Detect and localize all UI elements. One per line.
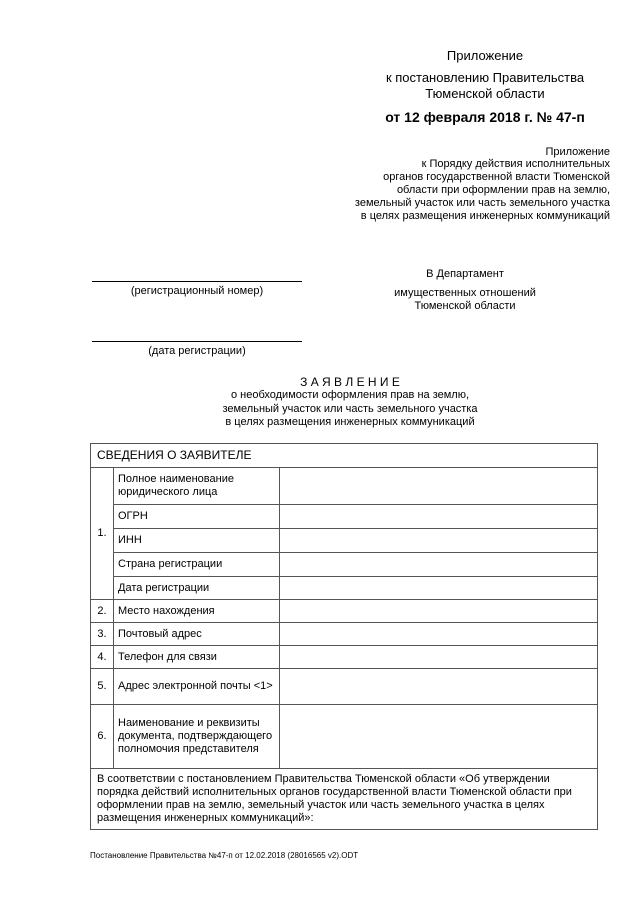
title-line-1: о необходимости оформления прав на землю, (230, 389, 470, 401)
registration-date-caption: (дата регистрации) (148, 345, 246, 357)
sub-appendix-line: области при оформлении прав на землю, (396, 184, 610, 196)
field-label-postal-address: Почтовый адрес (114, 623, 280, 646)
field-input-full-name[interactable] (280, 468, 598, 505)
title-line-2: земельный участок или часть земельного участка (222, 403, 478, 415)
field-label-inn: ИНН (114, 529, 280, 553)
field-label-phone: Телефон для связи (114, 646, 280, 669)
registration-date-line (92, 341, 302, 342)
section-title: СВЕДЕНИЯ О ЗАЯВИТЕЛЕ (91, 444, 598, 468)
field-input-postal-address[interactable] (280, 623, 598, 646)
field-input-inn[interactable] (280, 529, 598, 553)
resolution-line-1: к постановлению Правительства (385, 70, 585, 85)
sub-appendix-line: органов государственной власти Тюменской (383, 171, 610, 183)
title-line-3: в целях размещения инженерных коммуникаций (225, 416, 475, 428)
appendix-heading: Приложение (446, 48, 524, 63)
sub-appendix-line: к Порядку действия исполнительных (421, 158, 610, 170)
field-input-phone[interactable] (280, 646, 598, 669)
sub-appendix-line: в целях размещения инженерных коммуникаций (360, 210, 610, 222)
row-number: 1. (91, 468, 114, 600)
row-number: 6. (91, 705, 114, 769)
statement-text: В соответствии с постановлением Правительства Тюменской области «Об утверждении порядка действий исполнительных органов государственной власти Тюменской области при оформлении прав на землю, земельный участок или часть земельного участка в целях размещения инженерных коммуникаций»: (91, 769, 598, 830)
field-label-reg-date: Дата регистрации (114, 577, 280, 600)
field-input-location[interactable] (280, 600, 598, 623)
field-label-representative-doc: Наименование и реквизиты документа, подтверждающего полномочия представителя (114, 705, 280, 769)
resolution-line-2: Тюменской области (425, 86, 545, 101)
row-number: 4. (91, 646, 114, 669)
addressee-line-2: имущественных отношений (394, 287, 536, 299)
resolution-reference: от 12 февраля 2018 г. № 47-п (385, 109, 585, 125)
addressee-line-1: В Департамент (426, 268, 504, 280)
registration-number-line (92, 281, 302, 282)
field-label-location: Место нахождения (114, 600, 280, 623)
sub-appendix-line: земельный участок или часть земельного участка (354, 197, 610, 209)
footer-file-reference: Постановление Правительства №47-п от 12.02.2018 (28016565 v2).ODT (90, 851, 359, 860)
applicant-info-table (90, 443, 598, 830)
document-title: З А Я В Л Е Н И Е (300, 375, 400, 389)
sub-appendix-text (260, 158, 610, 223)
field-input-ogrn[interactable] (280, 505, 598, 529)
registration-number-caption: (регистрационный номер) (130, 285, 264, 297)
sub-appendix-heading: Приложение (545, 146, 610, 158)
addressee-line-3: Тюменской области (414, 300, 516, 312)
row-number: 5. (91, 669, 114, 705)
field-input-email[interactable] (280, 669, 598, 705)
field-label-ogrn: ОГРН (114, 505, 280, 529)
field-label-full-name: Полное наименование юридического лица (114, 468, 280, 505)
field-input-country[interactable] (280, 553, 598, 577)
field-input-representative-doc[interactable] (280, 705, 598, 769)
field-input-reg-date[interactable] (280, 577, 598, 600)
row-number: 2. (91, 600, 114, 623)
field-label-email: Адрес электронной почты <1> (114, 669, 280, 705)
field-label-country: Страна регистрации (114, 553, 280, 577)
row-number: 3. (91, 623, 114, 646)
